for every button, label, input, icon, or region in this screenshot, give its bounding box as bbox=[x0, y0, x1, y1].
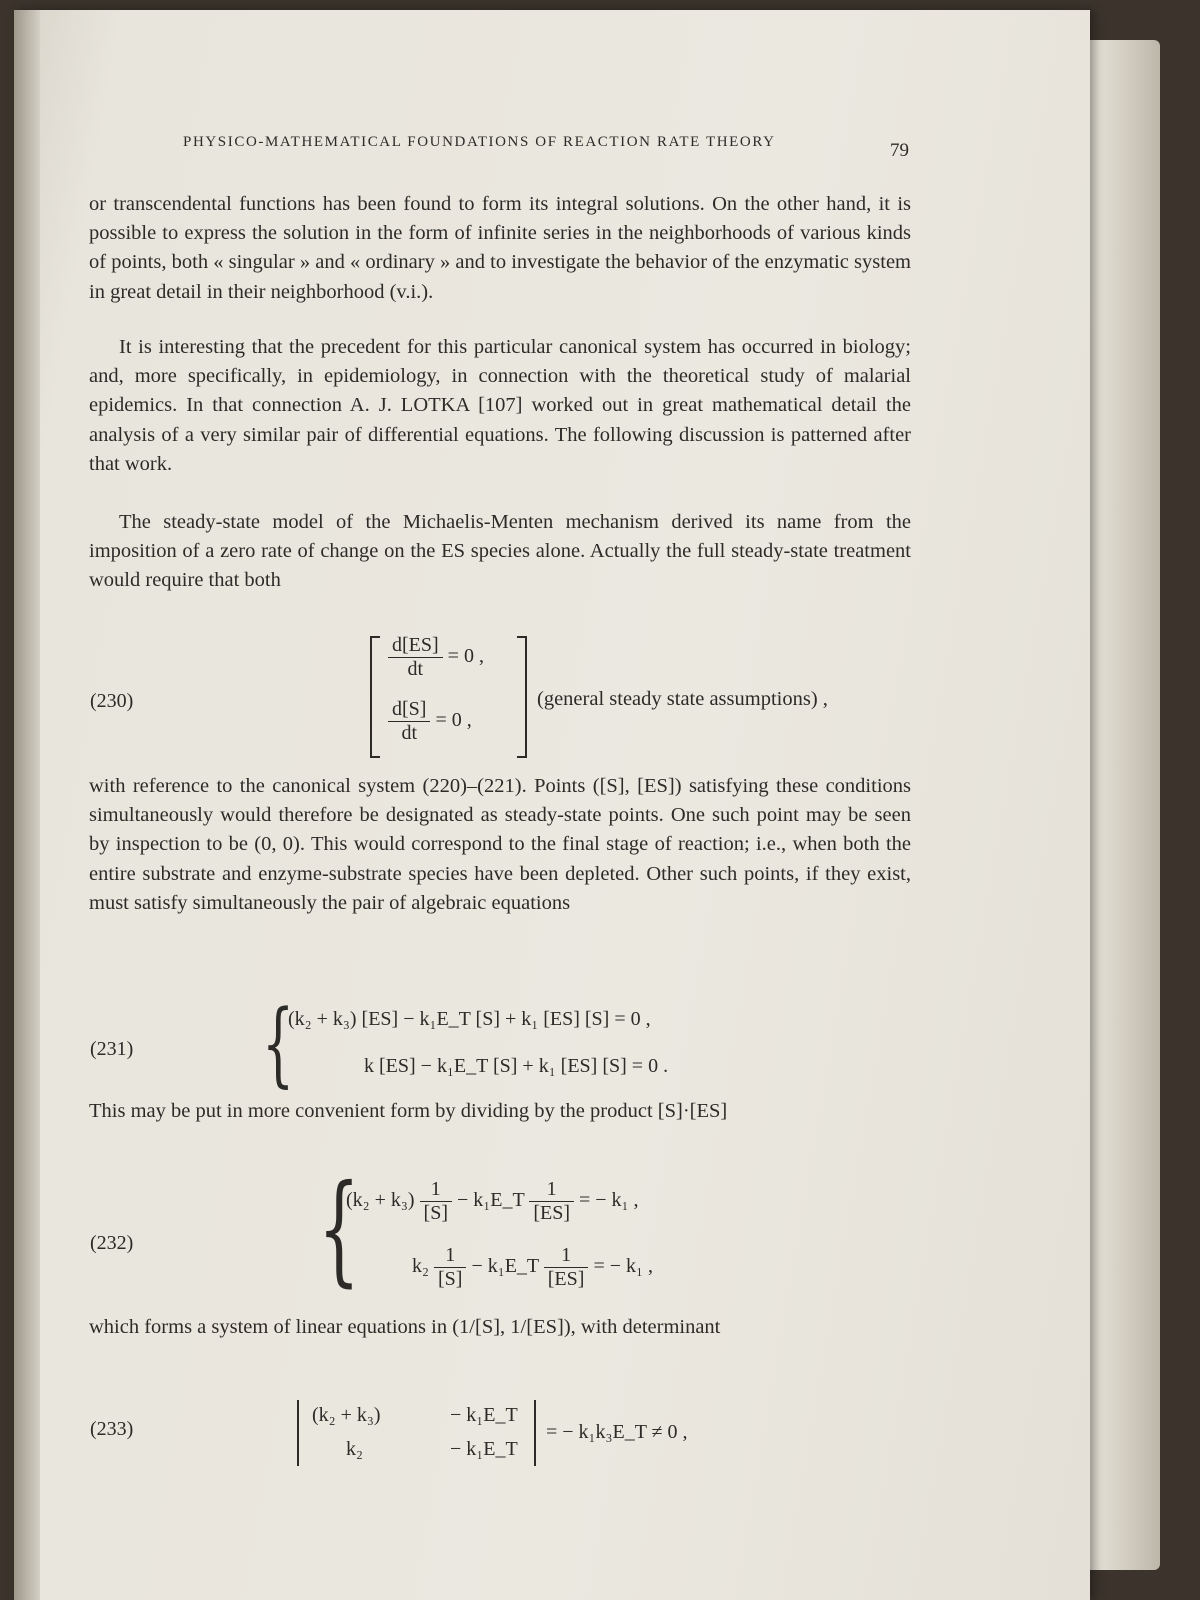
eq232-brace: { bbox=[318, 1160, 360, 1299]
eq232-coef-1: (k₂ + k₃) bbox=[346, 1189, 415, 1212]
eq230-frac-2 bbox=[388, 698, 430, 745]
eq233-a22: − k₁E_T bbox=[450, 1438, 518, 1460]
paragraph-1-text: or transcendental functions has been found to form its integral solutions. On the other hand, it is possible to express the solution in the form of infinite series in the neighborhoods of various kinds of points, both « singular » and « ordinary » and to investigate the behavior of the enzymatic system in great detail in their neighborhood (v.i.). bbox=[89, 193, 911, 303]
eq231-line-1: (k₂ + k₃) [ES] − k₁E_T [S] + k₁ [ES] [S] = 0 , bbox=[288, 1008, 651, 1030]
eq233-label: (233) bbox=[90, 1418, 134, 1440]
eq232-mid-1: − k₁E_T bbox=[457, 1189, 525, 1212]
book-gutter bbox=[14, 10, 40, 1600]
running-head: PHYSICO-MATHEMATICAL FOUNDATIONS OF REACTION RATE THEORY bbox=[183, 134, 776, 150]
eq232-line-2 bbox=[412, 1244, 653, 1291]
paragraph-3-text: The steady-state model of the Michaelis-Menten mechanism derived its name from the imposition of a zero rate of change on the ES species alone. Actually the full steady-state treatment would require that both bbox=[89, 511, 911, 592]
paragraph-2 bbox=[89, 333, 911, 479]
eq230-note: (general steady state assumptions) , bbox=[537, 688, 828, 710]
paragraph-2-text: It is interesting that the precedent for this particular canonical system has occurred in biology; and, more specifically, in epidemiology, in connection with the theoretical study of malarial epidemics. In that connection A. J. LOTKA [107] worked out in great mathematical detail the analysis of a very similar pair of differential equations. The following discussion is patterned after that work. bbox=[89, 336, 911, 475]
eq232-rhs-2: = − k₁ , bbox=[593, 1255, 653, 1278]
eq232-s-1: [S] bbox=[423, 1202, 448, 1224]
eq233-a12: − k₁E_T bbox=[450, 1404, 518, 1426]
page-number: 79 bbox=[890, 140, 909, 161]
eq233-rhs: = − k₁k₃E_T ≠ 0 , bbox=[546, 1421, 688, 1443]
eq232-frac-es-2 bbox=[544, 1244, 589, 1291]
paragraph-5-text: This may be put in more convenient form by dividing by the product [S]·[ES] bbox=[89, 1100, 728, 1122]
eq232-line-1 bbox=[346, 1178, 639, 1225]
eq230-label: (230) bbox=[90, 690, 134, 712]
paragraph-5 bbox=[89, 1097, 911, 1126]
eq232-s-2: [S] bbox=[437, 1268, 463, 1290]
eq231-brace: { bbox=[262, 990, 295, 1097]
paragraph-3 bbox=[89, 508, 911, 596]
eq230-right-bracket bbox=[517, 636, 527, 758]
eq232-frac-s-2 bbox=[434, 1244, 466, 1291]
eq232-rhs-1: = − k₁ , bbox=[579, 1189, 639, 1212]
paragraph-4 bbox=[89, 772, 911, 918]
paragraph-1 bbox=[89, 190, 911, 307]
eq233-left-bar bbox=[297, 1400, 299, 1466]
eq230-rhs-2: = 0 , bbox=[435, 709, 472, 732]
eq230-rhs-1: = 0 , bbox=[447, 645, 484, 668]
eq232-one-s-1: 1 bbox=[420, 1178, 452, 1202]
eq232-mid-2: − k₁E_T bbox=[471, 1255, 539, 1278]
eq230-num-1: d[ES] bbox=[388, 634, 443, 658]
eq231-line-2: k [ES] − k₁E_T [S] + k₁ [ES] [S] = 0 . bbox=[364, 1055, 669, 1077]
eq232-one-es-1: 1 bbox=[529, 1178, 574, 1202]
eq233-right-bar bbox=[534, 1400, 536, 1466]
eq232-label: (232) bbox=[90, 1232, 134, 1254]
eq231-label: (231) bbox=[90, 1038, 134, 1060]
eq233-a21: k₂ bbox=[346, 1438, 363, 1460]
eq232-frac-s-1 bbox=[420, 1178, 452, 1225]
eq230-left-bracket bbox=[370, 636, 380, 758]
eq230-line-1 bbox=[388, 634, 484, 681]
eq230-den-1: dt bbox=[407, 658, 424, 680]
paragraph-4-text: with reference to the canonical system (220)–(221). Points ([S], [ES]) satisfying these conditions simultaneously would therefore be designated as steady-state points. One such point may be seen by inspection to be (0, 0). This would correspond to the final stage of reaction; i.e., when both the entire substrate and enzyme-substrate species have been depleted. Other such points, if they exist, must satisfy simultaneously the pair of algebraic equations bbox=[89, 775, 911, 914]
eq230-line-2 bbox=[388, 698, 472, 745]
eq232-frac-es-1 bbox=[529, 1178, 574, 1225]
paragraph-6 bbox=[89, 1313, 911, 1342]
eq232-coef-2: k₂ bbox=[412, 1255, 429, 1278]
paragraph-6-text: which forms a system of linear equations in (1/[S], 1/[ES]), with determinant bbox=[89, 1316, 721, 1338]
eq232-one-s-2: 1 bbox=[434, 1244, 466, 1268]
eq233-a11: (k₂ + k₃) bbox=[312, 1404, 381, 1426]
eq230-num-2: d[S] bbox=[388, 698, 430, 722]
eq232-es-1: [ES] bbox=[533, 1202, 570, 1224]
eq230-frac-1 bbox=[388, 634, 443, 681]
eq232-one-es-2: 1 bbox=[544, 1244, 589, 1268]
eq230-den-2: dt bbox=[401, 722, 417, 744]
eq232-es-2: [ES] bbox=[547, 1268, 585, 1290]
